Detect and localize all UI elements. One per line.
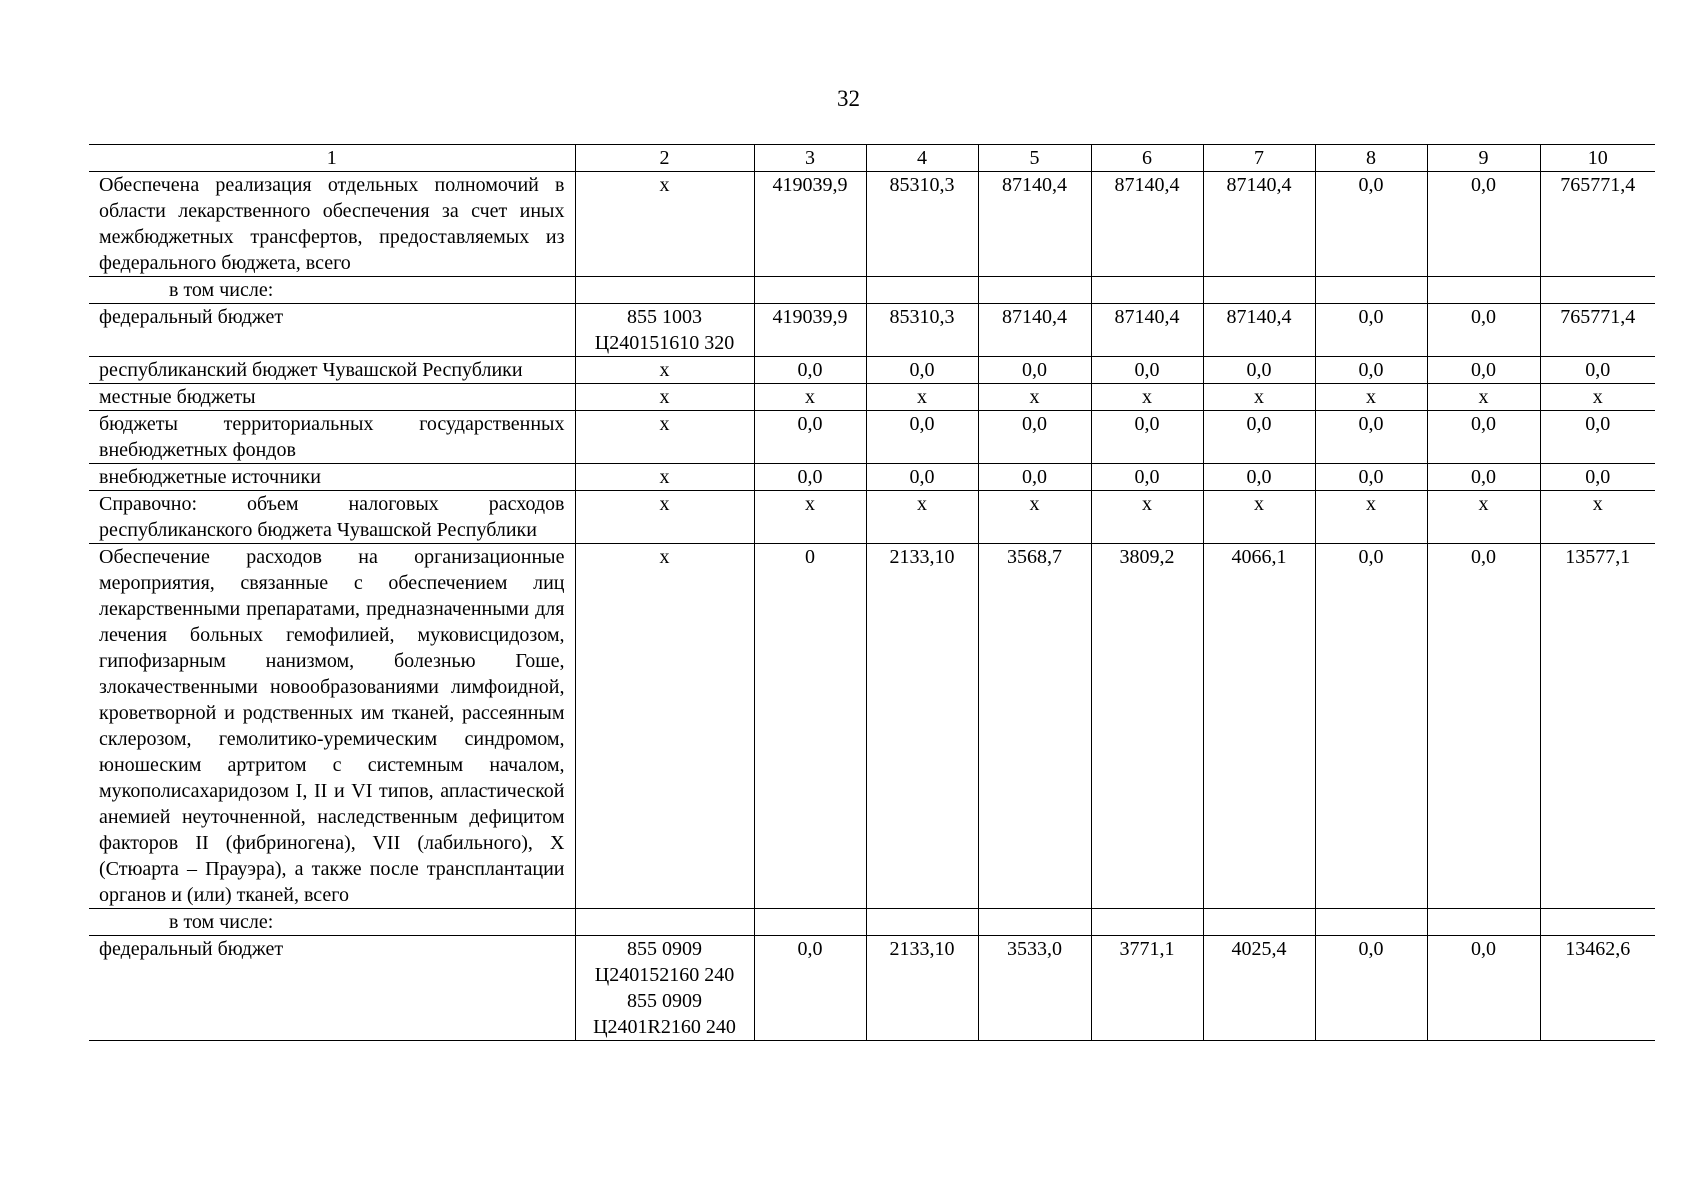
value-cell: х: [1427, 384, 1540, 411]
table-body: [89, 145, 1655, 1041]
value-cell: х: [1203, 491, 1315, 544]
budget-code: Ц240151610 320: [594, 332, 735, 354]
value-cell: х: [1091, 491, 1203, 544]
row-description: Обеспечена реализация отдельных полномочий в области лекарственного обеспечения за счет иных межбюджетных трансфертов, предоставляемых из федерального бюджета, всего: [89, 172, 575, 277]
budget-code: х: [659, 386, 670, 408]
subheader-row: [89, 277, 1655, 304]
value-cell: 2133,10: [866, 544, 978, 909]
value-cell: х: [978, 491, 1091, 544]
table-row: [89, 411, 1655, 464]
column-number: 2: [575, 145, 754, 172]
value-cell: 13462,6: [1540, 936, 1655, 1041]
value-cell: х: [1540, 384, 1655, 411]
value-cell: 0,0: [1091, 464, 1203, 491]
table-row: [89, 936, 1655, 1041]
table-row: [89, 491, 1655, 544]
row-description: федеральный бюджет: [89, 936, 575, 1041]
value-cell: х: [1315, 491, 1427, 544]
budget-code: х: [659, 359, 670, 381]
value-cell: 0,0: [1091, 357, 1203, 384]
row-description: внебюджетные источники: [89, 464, 575, 491]
value-cell: 765771,4: [1540, 172, 1655, 277]
subheader-row: [89, 909, 1655, 936]
value-cell: 3533,0: [978, 936, 1091, 1041]
value-cell: 0,0: [1315, 357, 1427, 384]
column-number: 7: [1203, 145, 1315, 172]
value-cell: 0,0: [754, 357, 866, 384]
value-cell: 419039,9: [754, 172, 866, 277]
budget-code: х: [659, 413, 670, 435]
row-description: федеральный бюджет: [89, 304, 575, 357]
empty-cell: [1315, 909, 1427, 936]
value-cell: 0,0: [978, 411, 1091, 464]
budget-code-cell: [575, 304, 754, 357]
value-cell: 4025,4: [1203, 936, 1315, 1041]
value-cell: 3568,7: [978, 544, 1091, 909]
value-cell: 419039,9: [754, 304, 866, 357]
value-cell: 0,0: [754, 464, 866, 491]
value-cell: х: [754, 491, 866, 544]
empty-cell: [1427, 909, 1540, 936]
budget-code: Ц240152160 240: [594, 964, 735, 986]
budget-code-cell: [575, 464, 754, 491]
value-cell: 0,0: [978, 357, 1091, 384]
column-number: 10: [1540, 145, 1655, 172]
empty-cell: [575, 909, 754, 936]
empty-cell: [866, 909, 978, 936]
column-number: 3: [754, 145, 866, 172]
empty-cell: [754, 277, 866, 304]
value-cell: 0,0: [754, 936, 866, 1041]
column-number-row: [89, 145, 1655, 172]
subheader-label: в том числе:: [89, 277, 575, 304]
row-description: республиканский бюджет Чувашской Республики: [89, 357, 575, 384]
empty-cell: [1091, 277, 1203, 304]
value-cell: 0: [754, 544, 866, 909]
value-cell: 765771,4: [1540, 304, 1655, 357]
row-description: Справочно: объем налоговых расходов республиканского бюджета Чувашской Республики: [89, 491, 575, 544]
budget-code: 855 1003: [627, 306, 702, 328]
budget-code-cell: [575, 357, 754, 384]
budget-code: 855 0909: [627, 938, 702, 960]
empty-cell: [978, 909, 1091, 936]
empty-cell: [754, 909, 866, 936]
value-cell: 0,0: [1203, 464, 1315, 491]
value-cell: 0,0: [1427, 544, 1540, 909]
empty-cell: [1427, 277, 1540, 304]
value-cell: 0,0: [1427, 411, 1540, 464]
value-cell: 3809,2: [1091, 544, 1203, 909]
budget-code: Ц2401R2160 240: [593, 1016, 736, 1038]
empty-cell: [1540, 277, 1655, 304]
value-cell: 87140,4: [1203, 304, 1315, 357]
value-cell: 0,0: [978, 464, 1091, 491]
budget-code-cell: [575, 491, 754, 544]
value-cell: х: [866, 491, 978, 544]
empty-cell: [1091, 909, 1203, 936]
value-cell: 0,0: [754, 411, 866, 464]
value-cell: 3771,1: [1091, 936, 1203, 1041]
value-cell: 13577,1: [1540, 544, 1655, 909]
value-cell: 0,0: [866, 357, 978, 384]
empty-cell: [978, 277, 1091, 304]
value-cell: 0,0: [866, 411, 978, 464]
budget-code-cell: [575, 172, 754, 277]
value-cell: 87140,4: [1203, 172, 1315, 277]
budget-code-cell: [575, 384, 754, 411]
subheader-label: в том числе:: [89, 909, 575, 936]
value-cell: 0,0: [1315, 936, 1427, 1041]
budget-code: х: [659, 466, 670, 488]
table-row: [89, 172, 1655, 277]
table-row: [89, 384, 1655, 411]
value-cell: 0,0: [1540, 464, 1655, 491]
value-cell: 0,0: [1427, 936, 1540, 1041]
budget-code-cell: [575, 936, 754, 1041]
empty-cell: [1540, 909, 1655, 936]
budget-table: [89, 144, 1655, 1041]
empty-cell: [1203, 277, 1315, 304]
value-cell: 0,0: [1203, 411, 1315, 464]
column-number: 1: [89, 145, 575, 172]
value-cell: 85310,3: [866, 172, 978, 277]
empty-cell: [866, 277, 978, 304]
value-cell: 87140,4: [1091, 304, 1203, 357]
value-cell: 0,0: [1315, 464, 1427, 491]
budget-code: 855 0909: [627, 990, 702, 1012]
column-number: 6: [1091, 145, 1203, 172]
value-cell: 0,0: [1203, 357, 1315, 384]
value-cell: х: [1427, 491, 1540, 544]
page-number: 32: [837, 86, 860, 111]
table-row: [89, 357, 1655, 384]
value-cell: х: [978, 384, 1091, 411]
row-description: Обеспечение расходов на организационные мероприятия, связанные с обеспечением лиц лекарственными препаратами, предназначенными для лечения больных гемофилией, муковисцидозом, гипофизарным нанизмом, болезнью Гоше, злокачественными новообразованиями лимфоидной, кроветворной и родственных им тканей, рассеянным склерозом, гемолитико-уремическим синдромом, юношеским артритом с системным началом, мукополисахаридозом I, II и VI типов, апластической анемией неуточненной, наследственным дефицитом факторов II (фибриногена), VII (лабильного), X (Стюарта – Прауэра), а также после трансплантации органов и (или) тканей, всего: [89, 544, 575, 909]
empty-cell: [1315, 277, 1427, 304]
budget-code-cell: [575, 544, 754, 909]
column-number: 8: [1315, 145, 1427, 172]
value-cell: 87140,4: [978, 304, 1091, 357]
value-cell: х: [1203, 384, 1315, 411]
value-cell: 0,0: [1540, 411, 1655, 464]
value-cell: х: [1091, 384, 1203, 411]
empty-cell: [575, 277, 754, 304]
value-cell: 0,0: [1540, 357, 1655, 384]
row-description: бюджеты территориальных государственных внебюджетных фондов: [89, 411, 575, 464]
value-cell: 2133,10: [866, 936, 978, 1041]
column-number: 5: [978, 145, 1091, 172]
value-cell: 0,0: [1315, 544, 1427, 909]
budget-code: х: [659, 174, 670, 196]
value-cell: 0,0: [1427, 464, 1540, 491]
value-cell: 0,0: [1427, 357, 1540, 384]
budget-code: х: [659, 493, 670, 515]
column-number: 4: [866, 145, 978, 172]
value-cell: х: [754, 384, 866, 411]
budget-code: х: [659, 546, 670, 568]
table-row: [89, 544, 1655, 909]
value-cell: 87140,4: [1091, 172, 1203, 277]
column-number: 9: [1427, 145, 1540, 172]
value-cell: х: [1315, 384, 1427, 411]
value-cell: 4066,1: [1203, 544, 1315, 909]
value-cell: 87140,4: [978, 172, 1091, 277]
value-cell: х: [1540, 491, 1655, 544]
value-cell: 0,0: [1427, 304, 1540, 357]
value-cell: 0,0: [1427, 172, 1540, 277]
value-cell: 0,0: [866, 464, 978, 491]
value-cell: 0,0: [1315, 411, 1427, 464]
value-cell: 0,0: [1315, 304, 1427, 357]
table-row: [89, 304, 1655, 357]
value-cell: 85310,3: [866, 304, 978, 357]
row-description: местные бюджеты: [89, 384, 575, 411]
budget-code-cell: [575, 411, 754, 464]
table-row: [89, 464, 1655, 491]
value-cell: 0,0: [1091, 411, 1203, 464]
value-cell: 0,0: [1315, 172, 1427, 277]
empty-cell: [1203, 909, 1315, 936]
value-cell: х: [866, 384, 978, 411]
